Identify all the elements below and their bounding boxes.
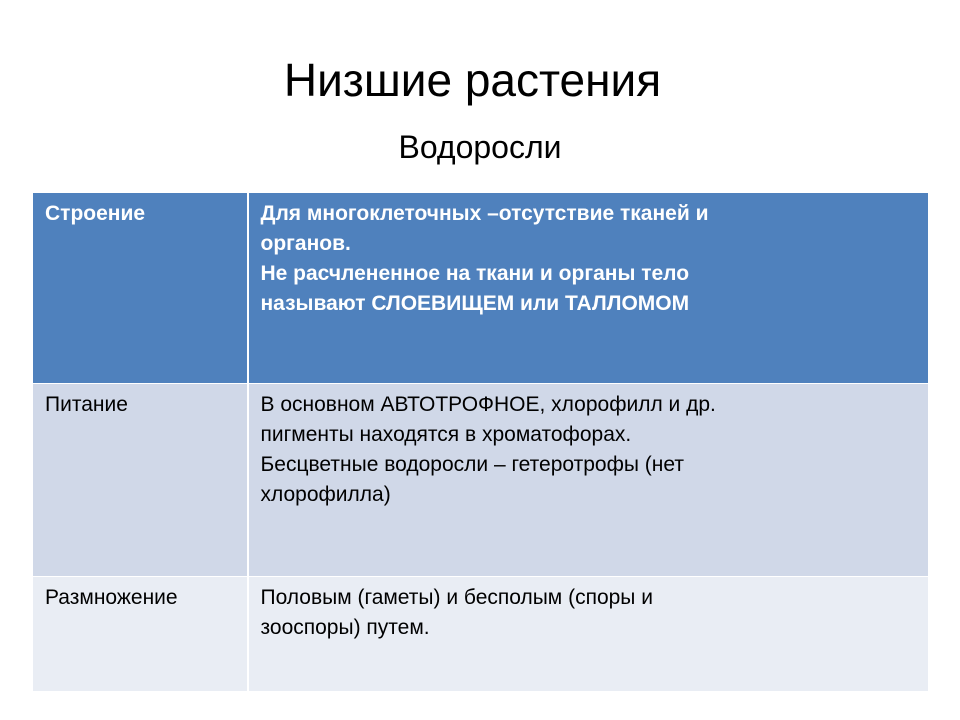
description-line: Бесцветные водоросли – гетеротрофы (нет xyxy=(260,453,684,476)
table-cell-description xyxy=(248,384,929,577)
description-line: Не расчлененное на ткани и органы тело xyxy=(260,262,690,285)
table-row-structure xyxy=(33,193,929,384)
table-row-nutrition xyxy=(33,384,929,577)
description-line: Для многоклеточных –отсутствие тканей и xyxy=(260,202,709,225)
description-line: В основном АВТОТРОФНОЕ, хлорофилл и др. xyxy=(260,393,716,416)
slide-subtitle: Водоросли xyxy=(398,129,562,165)
description-line: Половым (гаметы) и бесполым (споры и xyxy=(260,586,653,609)
slide-title: Низшие растения xyxy=(283,54,662,106)
table-cell-label: Строение xyxy=(33,193,248,384)
description-line: зооспоры) путем. xyxy=(260,616,430,639)
description-line: называют СЛОЕВИЩЕМ или ТАЛЛОМОМ xyxy=(260,292,690,315)
table-cell-label: Размножение xyxy=(33,577,248,692)
info-table xyxy=(32,192,929,692)
table-row-reproduction xyxy=(33,577,929,692)
description-line: органов. xyxy=(260,232,351,255)
table-cell-description xyxy=(248,193,929,384)
description-line: хлорофилла) xyxy=(260,483,391,506)
table-cell-label: Питание xyxy=(33,384,248,577)
table-cell-description xyxy=(248,577,929,692)
description-line: пигменты находятся в хроматофорах. xyxy=(260,423,632,446)
